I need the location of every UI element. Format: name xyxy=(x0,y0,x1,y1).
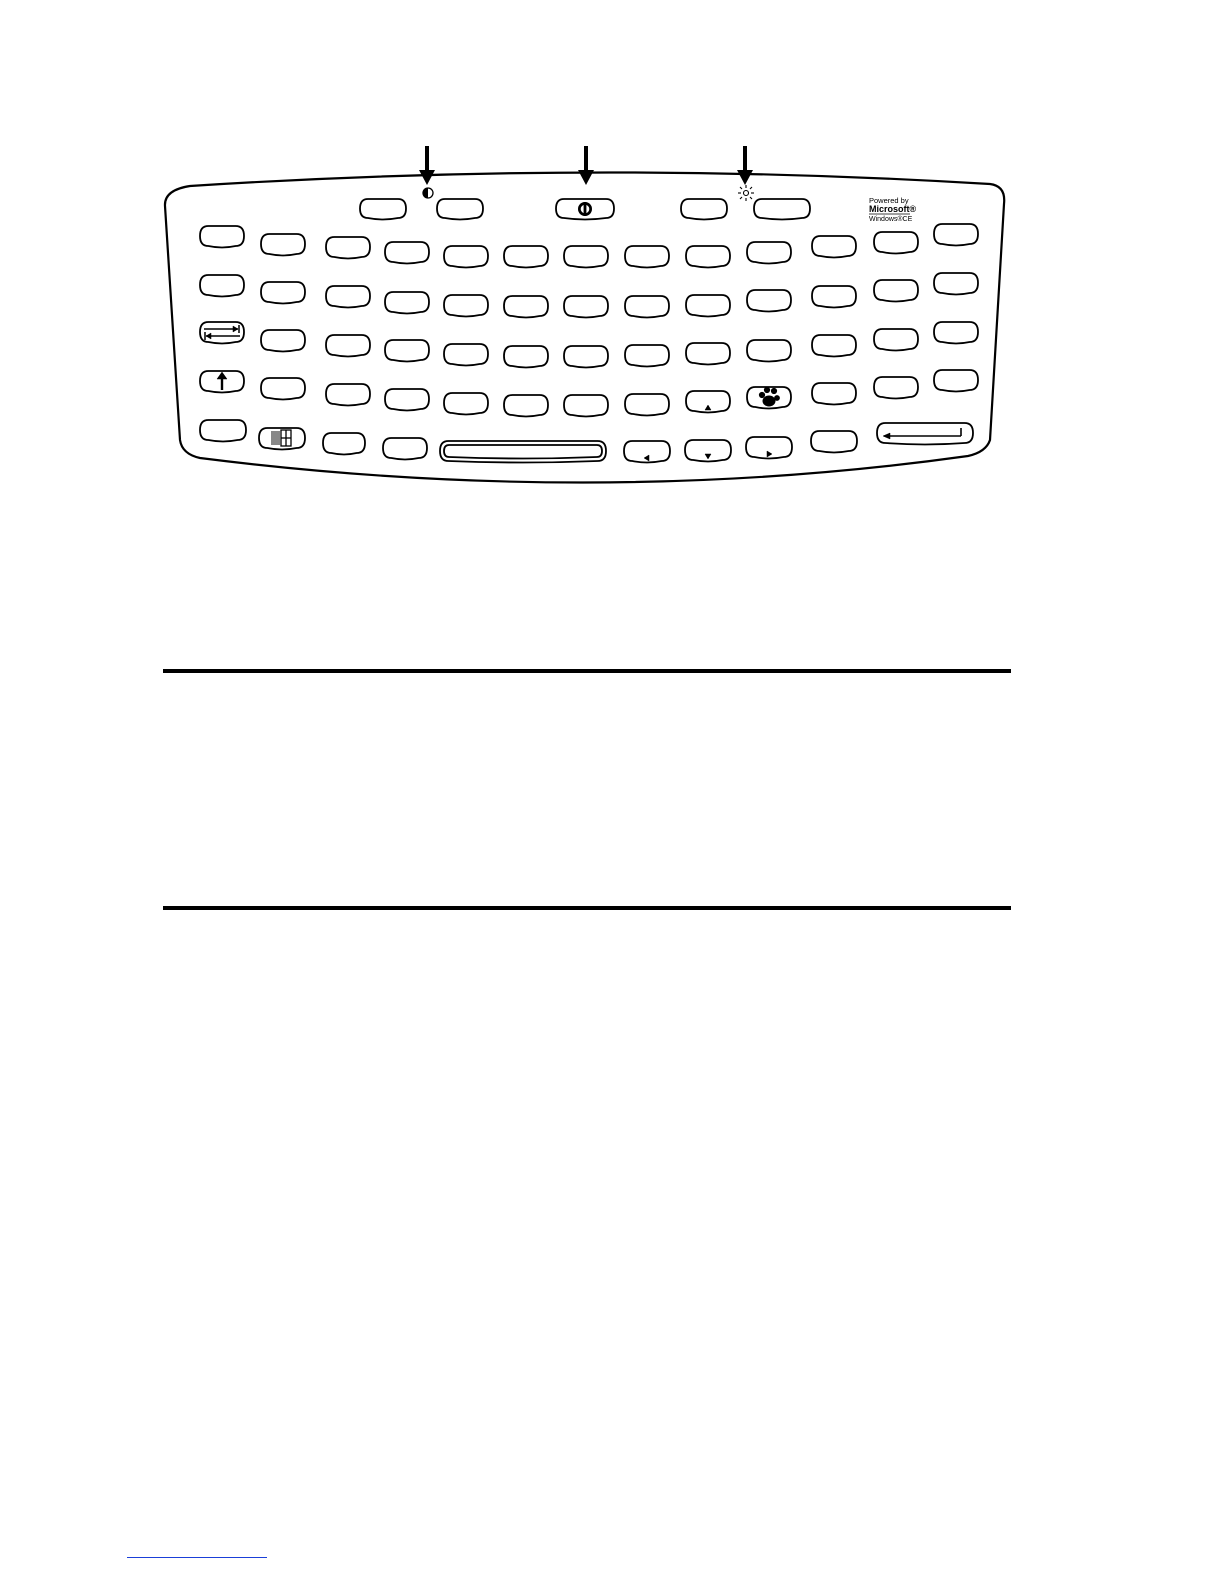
horizontal-rule-bottom xyxy=(163,906,1011,910)
key-c[interactable] xyxy=(385,389,429,411)
key-q[interactable] xyxy=(200,275,244,297)
key-tab[interactable] xyxy=(200,322,244,344)
key-x[interactable] xyxy=(326,384,370,406)
key-k[interactable] xyxy=(686,343,730,365)
horizontal-rule-top xyxy=(163,669,1011,673)
key-1[interactable] xyxy=(812,383,856,405)
key-i[interactable] xyxy=(625,296,669,318)
backlight-plus-button[interactable] xyxy=(681,199,727,220)
key-backslash[interactable] xyxy=(261,234,305,256)
key-m[interactable] xyxy=(625,394,669,416)
key-esc[interactable] xyxy=(200,226,244,248)
key-win[interactable] xyxy=(259,428,305,450)
key-d[interactable] xyxy=(385,340,429,362)
key-pgdn[interactable] xyxy=(685,440,731,462)
key-ctrl[interactable] xyxy=(200,420,246,442)
contrast-half-circle-icon xyxy=(423,188,433,198)
key-del[interactable] xyxy=(934,224,978,246)
key-shift[interactable] xyxy=(200,371,244,393)
key-capslock[interactable] xyxy=(323,433,365,455)
key-t[interactable] xyxy=(444,295,488,317)
key-n[interactable] xyxy=(564,395,608,417)
key-pgup[interactable] xyxy=(686,391,730,413)
key-b[interactable] xyxy=(504,395,548,417)
key-slash[interactable] xyxy=(444,246,488,268)
key-y[interactable] xyxy=(504,296,548,318)
key-4[interactable] xyxy=(812,335,856,357)
key-f[interactable] xyxy=(444,344,488,366)
key-backtick[interactable] xyxy=(504,246,548,268)
key-l[interactable] xyxy=(747,340,791,362)
key-3[interactable] xyxy=(934,370,978,392)
key-9[interactable] xyxy=(934,273,978,295)
sun-icon xyxy=(738,185,754,201)
key-r[interactable] xyxy=(385,292,429,314)
key-fn[interactable] xyxy=(747,387,791,409)
windows-flag-icon xyxy=(271,430,291,446)
backlight-minus-button[interactable] xyxy=(754,199,810,220)
key-minus[interactable] xyxy=(686,246,730,268)
key-7[interactable] xyxy=(812,286,856,308)
key-p[interactable] xyxy=(747,290,791,312)
key-semicolon[interactable] xyxy=(564,246,608,268)
key-0[interactable] xyxy=(811,431,857,453)
key-z[interactable] xyxy=(261,378,305,400)
power-button[interactable] xyxy=(556,199,614,220)
key-o[interactable] xyxy=(686,295,730,317)
key-v[interactable] xyxy=(444,393,488,415)
key-2[interactable] xyxy=(874,377,918,399)
key-e[interactable] xyxy=(326,286,370,308)
key-home[interactable] xyxy=(624,441,670,463)
key-rbracket[interactable] xyxy=(385,242,429,264)
branding-line-3: Windows®CE xyxy=(869,216,913,223)
key-g[interactable] xyxy=(504,346,548,368)
key-period[interactable] xyxy=(874,232,918,254)
key-comma[interactable] xyxy=(812,236,856,258)
key-enter[interactable] xyxy=(877,423,973,445)
power-icon xyxy=(578,202,592,216)
key-8[interactable] xyxy=(874,280,918,302)
footnote-separator xyxy=(127,1557,267,1558)
key-lbracket[interactable] xyxy=(326,237,370,259)
key-equals[interactable] xyxy=(747,242,791,264)
key-j[interactable] xyxy=(625,345,669,367)
key-u[interactable] xyxy=(564,296,608,318)
branding-line-1: Powered by xyxy=(869,196,909,205)
key-end[interactable] xyxy=(746,437,792,459)
key-w[interactable] xyxy=(261,282,305,304)
branding-line-2: Microsoft® xyxy=(869,204,917,214)
key-a[interactable] xyxy=(261,330,305,352)
contrast-minus-button[interactable] xyxy=(437,199,483,220)
contrast-plus-button[interactable] xyxy=(360,199,406,220)
key-5[interactable] xyxy=(874,329,918,351)
key-h[interactable] xyxy=(564,346,608,368)
key-6[interactable] xyxy=(934,322,978,344)
key-quote[interactable] xyxy=(625,246,669,268)
key-s[interactable] xyxy=(326,335,370,357)
key-alt[interactable] xyxy=(383,438,427,460)
key-space[interactable] xyxy=(440,441,606,463)
